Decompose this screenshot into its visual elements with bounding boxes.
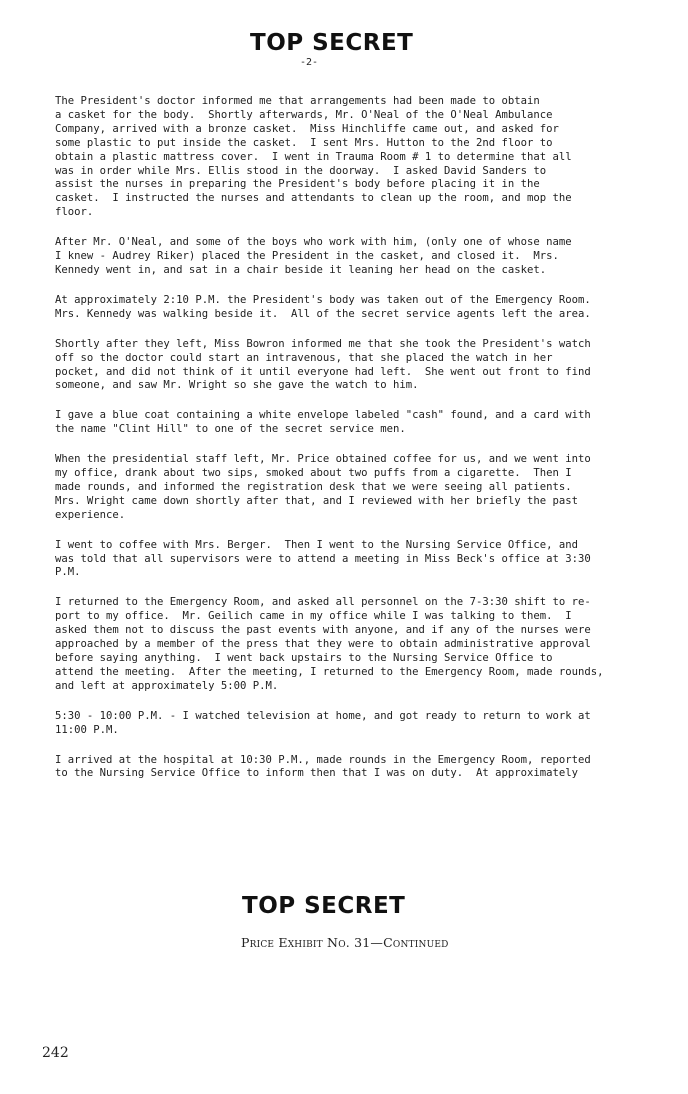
memo-line: floor. [55,206,94,219]
memo-line: some plastic to put inside the casket. I sent Mrs. Hutton to the 2nd floor to [55,136,553,149]
memo-line: When the presidential staff left, Mr. Price obtained coffee for us, and we went into [55,453,591,466]
memo-line: experience. [55,508,126,521]
memo-body [55,95,655,797]
memo-line: 11:00 P.M. [55,723,119,736]
memo-line: Mrs. Wright came down shortly after that, and I reviewed with her briefly the past [55,494,578,507]
memo-line: port to my office. Mr. Geilich came in my office while I was talking to them. I [55,610,572,623]
memo-line: I went to coffee with Mrs. Berger. Then I went to the Nursing Service Office, and [55,538,578,551]
memo-line: P.M. [55,566,81,579]
bottom-classification-stamp: TOP SECRET [242,893,406,919]
memo-line: was told that all supervisors were to attend a meeting in Miss Beck's office at 3:30 [55,552,591,565]
memo-line: approached by a member of the press that they were to obtain administrative approval [55,638,591,651]
memo-line: I gave a blue coat containing a white envelope labeled "cash" found, and a card with [55,409,591,422]
memo-line: to the Nursing Service Office to inform then that I was on duty. At approximately [55,767,578,780]
memo-line: casket. I instructed the nurses and attendants to clean up the room, and mop the [55,192,572,205]
memo-line: my office, drank about two sips, smoked about two puffs from a cigarette. Then I [55,467,572,480]
memo-paragraph [55,453,655,523]
memo-line: I arrived at the hospital at 10:30 P.M., made rounds in the Emergency Room, reported [55,753,591,766]
memo-line: pocket, and did not think of it until everyone had left. She went out front to find [55,365,591,378]
page-marker: -2- [300,57,319,68]
memo-line: the name "Clint Hill" to one of the secret service men. [55,423,406,436]
memo-line: made rounds, and informed the registration desk that we were seeing all patients. [55,480,572,493]
memo-paragraph [55,338,655,394]
memo-line: Shortly after they left, Miss Bowron informed me that she took the President's watch [55,337,591,350]
memo-line: off so the doctor could start an intravenous, that she placed the watch in her [55,351,553,364]
memo-line: Mrs. Kennedy was walking beside it. All of the secret service agents left the area. [55,307,591,320]
top-classification-stamp: TOP SECRET [250,30,414,56]
memo-line: and left at approximately 5:00 P.M. [55,679,279,692]
memo-line: obtain a plastic mattress cover. I went in Trauma Room # 1 to determine that all [55,150,572,163]
memo-paragraph [55,710,655,738]
memo-line: After Mr. O'Neal, and some of the boys who work with him, (only one of whose name [55,236,572,249]
memo-line: assist the nurses in preparing the President's body before placing it in the [55,178,540,191]
memo-line: Kennedy went in, and sat in a chair beside it leaning her head on the casket. [55,263,547,276]
memo-line: a casket for the body. Shortly afterwards, Mr. O'Neal of the O'Neal Ambulance [55,108,553,121]
memo-paragraph [55,754,655,782]
exhibit-caption: Price Exhibit No. 31—Continued [241,935,449,950]
memo-line: Company, arrived with a bronze casket. Miss Hinchliffe came out, and asked for [55,122,559,135]
memo-paragraph [55,236,655,278]
memo-line: attend the meeting. After the meeting, I returned to the Emergency Room, made rounds, [55,665,604,678]
memo-line: I knew - Audrey Riker) placed the President in the casket, and closed it. Mrs. [55,250,559,263]
memo-line: someone, and saw Mr. Wright so she gave the watch to him. [55,379,419,392]
memo-paragraph [55,294,655,322]
memo-paragraph [55,539,655,581]
memo-line: 5:30 - 10:00 P.M. - I watched television at home, and got ready to return to work at [55,709,591,722]
memo-line: asked them not to discuss the past events with anyone, and if any of the nurses were [55,624,591,637]
memo-paragraph [55,409,655,437]
memo-line: At approximately 2:10 P.M. the President's body was taken out of the Emergency Room. [55,293,591,306]
memo-line: before saying anything. I went back upstairs to the Nursing Service Office to [55,652,553,664]
memo-paragraph [55,95,655,220]
memo-line: I returned to the Emergency Room, and asked all personnel on the 7-3:30 shift to re- [55,596,591,609]
memo-line: The President's doctor informed me that arrangements had been made to obtain [55,95,540,107]
memo-line: was in order while Mrs. Ellis stood in the doorway. I asked David Sanders to [55,164,547,177]
page-number: 242 [42,1045,69,1061]
memo-paragraph [55,596,655,693]
